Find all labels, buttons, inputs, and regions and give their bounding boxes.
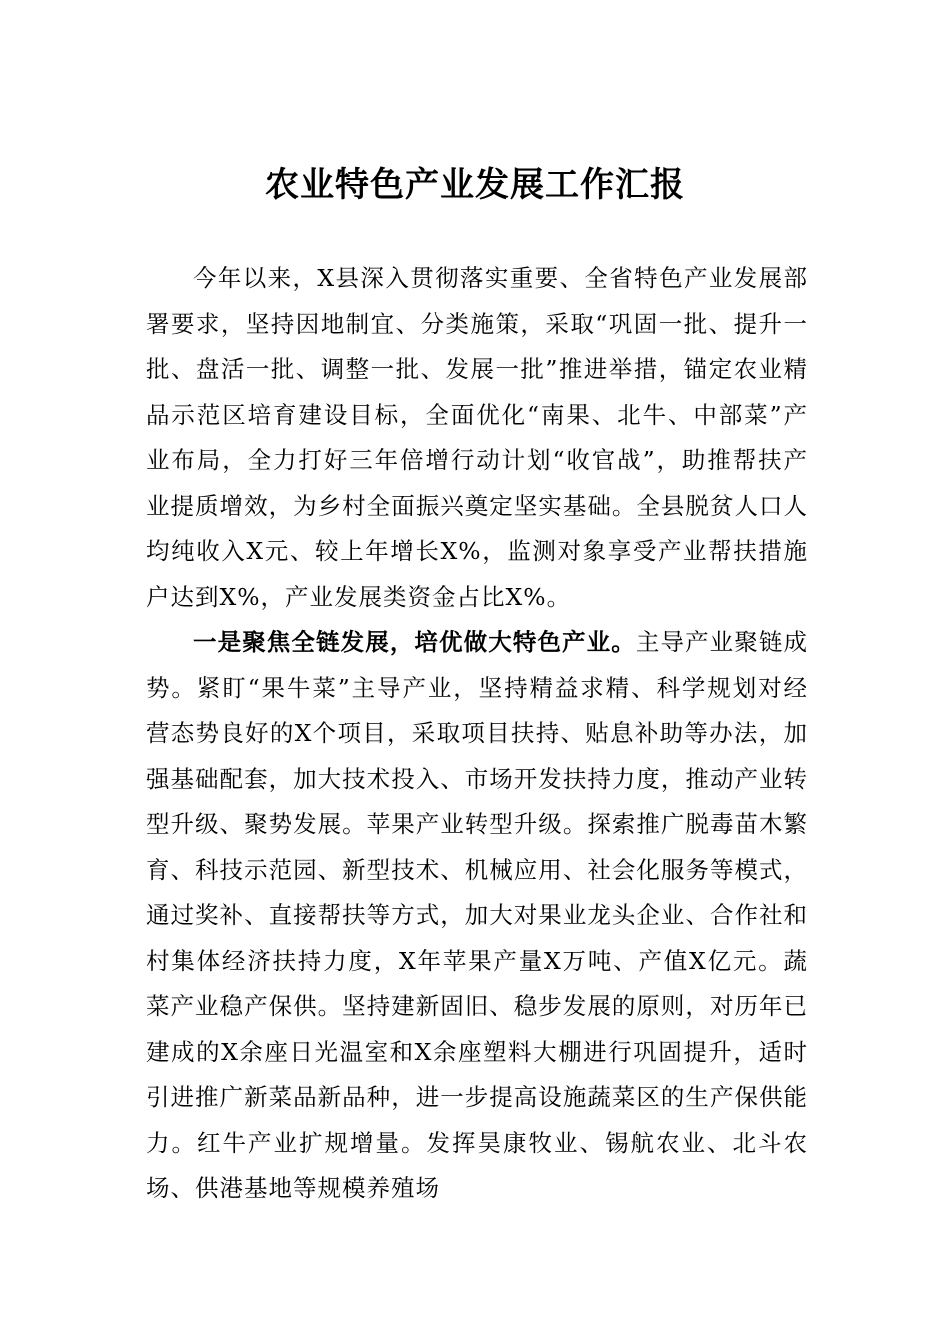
paragraph-section-one [146,620,808,1212]
paragraph-text: 今年以来，X县深入贯彻落实重要、全省特色产业发展部署要求，坚持因地制宜、分类施策，采取“巩固一批、提升一批、盘活一批、调整一批、发展一批”推进举措，锚定农业精品示范区培育建设目标，全面优化“南果、北牛、中部菜”产业布局，全力打好三年倍增行动计划“收官战”，助推帮扶产业提质增效，为乡村全面振兴奠定坚实基础。全县脱贫人口人均纯收入X元、较上年增长X%，监测对象享受产业帮扶措施户达到X%，产业发展类资金占比X%。 [146,264,808,611]
document-body [146,256,808,1212]
paragraph-text: 主导产业聚链成势。紧盯“果牛菜”主导产业，坚持精益求精、科学规划对经营态势良好的X个项目，采取项目扶持、贴息补助等办法，加强基础配套，加大技术投入、市场开发扶持力度，推动产业转型升级、聚势发展。苹果产业转型升级。探索推广脱毒苗木繁育、科技示范园、新型技术、机械应用、社会化服务等模式，通过奖补、直接帮扶等方式，加大对果业龙头企业、合作社和村集体经济扶持力度，X年苹果产量X万吨、产值X亿元。蔬菜产业稳产保供。坚持建新固旧、稳步发展的原则，对历年已建成的X余座日光温室和X余座塑料大棚进行巩固提升，适时引进推广新菜品新品种，进一步提高设施蔬菜区的生产保供能力。红牛产业扩规增量。发挥昊康牧业、锡航农业、北斗农场、供港基地等规模养殖场 [146,628,808,1202]
section-heading: 一是聚焦全链发展，培优做大特色产业。 [193,628,636,656]
paragraph-intro [146,256,808,620]
document-title: 农业特色产业发展工作汇报 [265,165,685,205]
